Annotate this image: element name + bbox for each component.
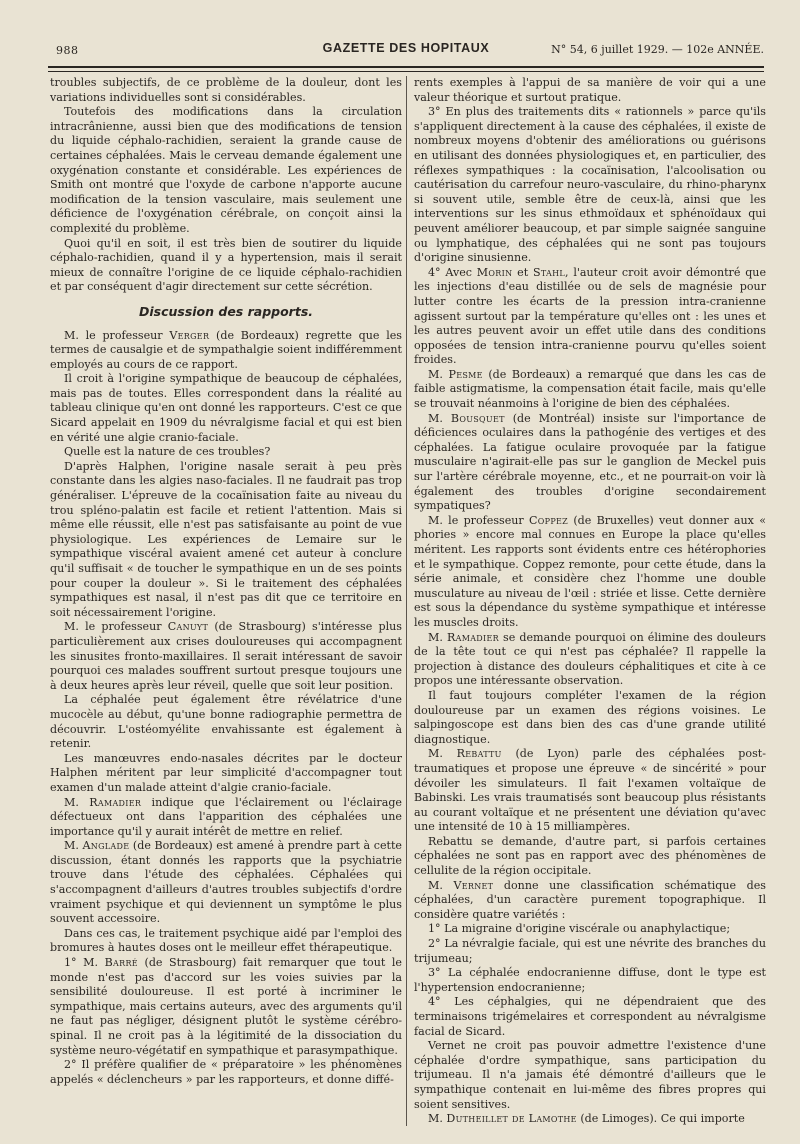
paragraph: M. le professeur Verger (de Bordeaux) regrette que les termes de causalgie et de sympathalgie soient indifféremment employés au cours de ce rapport. (50, 328, 402, 371)
paragraph: D'après Halphen, l'origine nasale serait à peu près constante dans les algies naso-faciales. Il ne faudrait pas trop généraliser. L'épreuve de la cocaïnisation faite au niveau du trou spléno-palatin est facile et retient l'attention. Mais si même elle réussit, elle n'est pas satisfaisante au point de vue physiologique. Les expériences de Lemaire sur le sympathique viscéral avaient amené cet auteur à conclure qu'il suffisait « de toucher le sympathique en un de ses points pour couper la douleur ». Si le traitement des céphalées sympathiques est nasal, il n'est pas dit que ce territoire en soit nécessairement l'origine. (50, 459, 402, 619)
author-name: Stahl (532, 265, 566, 279)
header-rule-thin (48, 71, 764, 72)
paragraph: Rebattu se demande, d'autre part, si parfois certaines céphalées ne sont pas en rapport avec des phénomènes de cellulite de la région occipitale. (414, 834, 766, 878)
author-name: Morin (476, 265, 513, 279)
right-column (414, 76, 766, 1127)
paragraph: 3° En plus des traitements dits « rationnels » parce qu'ils s'appliquent directement à la cause des céphalées, il existe de nombreux moyens d'obtenir des améliorations ou guérisons en utilisant des données physiologiques et, en particulier, des réflexes sympathiques : la cocaïnisation, l'alcoolisation ou cautérisation du carrefour neuro-vasculaire, du rhino-pharynx si souvent utile, semble être de ceux-là, ainsi que les interventions sur les sinus ethmoïdaux et sphénoïdaux qui peuvent améliorer beaucoup, et par simple saignée sanguine ou lymphatique, des céphalées qui ne sont pas toujours d'origine sinusienne. (414, 105, 766, 265)
author-name: Ramadier (446, 630, 499, 644)
author-name: Rebattu (456, 747, 502, 761)
paragraph: Les manœuvres endo-nasales décrites par le docteur Halphen méritent par leur simplicité d'accompagner tout examen d'un malade atteint d'algie cranio-faciale. (50, 751, 402, 794)
author-name: Pesme (448, 367, 483, 381)
list-item: 2° La névralgie faciale, qui est une névrite des branches du trijumeau; (414, 937, 766, 965)
list-item: 3° La céphalée endocranienne diffuse, dont le type est l'hypertension endocranienne; (414, 966, 766, 994)
list-item: 1° La migraine d'origine viscérale ou anaphylactique; (428, 922, 731, 936)
paragraph: M. Rebattu (de Lyon) parle des céphalées post-traumatiques et propose une épreuve « de sincérité » pour dévoiler les simulateurs. Il fait l'examen voltaïque de Babinski. Les vrais traumatisés sont beaucoup plus résistants au courant voltaïque et ne présentent une déviation qu'avec une intensité de 10 à 15 milliampères. (414, 747, 766, 834)
paragraph: Vernet ne croit pas pouvoir admettre l'existence d'une céphalée d'ordre sympathique, sans participation du trijumeau. Il n'a jamais été démontré d'ailleurs que le sympathique contenait en lui-même des fibres propres qui soient sensitives. (414, 1039, 766, 1111)
journal-title: GAZETTE DES HOPITAUX (322, 41, 490, 55)
paragraph: rents exemples à l'appui de sa manière de voir qui a une valeur théorique et surtout pratique. (414, 76, 766, 104)
paragraph: M. Pesme (de Bordeaux) a remarqué que dans les cas de faible astigmatisme, la compensation était facile, mais qu'elle se trouvait néanmoins à l'origine de bien des céphalées. (414, 367, 767, 411)
column-divider (406, 76, 407, 1126)
section-title: Discussion des rapports. (138, 303, 314, 319)
paragraph: Dans ces cas, le traitement psychique aidé par l'emploi des bromures à hautes doses ont le meilleur effet thérapeutique. (50, 926, 402, 955)
paragraph: Quoi qu'il en soit, il est très bien de soutirer du liquide céphalo-rachidien, quand il y a hypertension, mais il serait mieux de connaître l'origine de ce liquide céphalo-rachidien et par conséquent d'agir directement sur cette sécrétion. (50, 236, 402, 294)
left-column (50, 76, 402, 1087)
author-name: Canuyt (167, 620, 209, 634)
paragraph: troubles subjectifs, de ce problème de la douleur, dont les variations individuelles sont si considérables. (50, 76, 402, 104)
paragraph: 1° M. Barré (de Strasbourg) fait remarquer que tout le monde n'est pas d'accord sur les voies suivies par la sensibilité douloureuse. Il est porté à incriminer le sympathique, mais certains auteurs, avec des arguments qu'il ne faut pas négliger, désignent plutôt le système cérébro-spinal. Il ne croit pas à la légitimité de la dissociation du système neuro-végétatif en sympathique et parasympathique. (50, 956, 402, 1057)
author-name: Ramadier (89, 795, 142, 809)
paragraph: M. Anglade (de Bordeaux) est amené à prendre part à cette discussion, étant donnés les rapports que la psychiatrie trouve dans l'étude des céphalées. Céphalées qui s'accompagnent d'ailleurs d'autres troubles subjectifs d'ordre vraiment psychique et qui deviennent un symptôme le plus souvent accessoire. (50, 839, 402, 926)
paragraph: 2° Il préfère qualifier de « préparatoire » les phénomènes appelés « déclencheurs » par les rapporteurs, et donne diffé- (50, 1058, 402, 1086)
author-name: Verger (169, 328, 210, 342)
paragraph: Quelle est la nature de ces troubles? (64, 445, 271, 459)
author-name: Vernet (453, 878, 494, 892)
page-number: 988 (56, 44, 79, 57)
paragraph: 4° Avec Morin et Stahl, l'auteur croit avoir démontré que les injections d'eau distillée ou de sels de magnésie pour lutter contre les écarts de la pression intra-cranienne agissent surtout par la température qu'elles ont : les unes et les autres peuvent avoir un effet utile dans des conditions opposées de tension intra-cranienne pourvu qu'elles soient froides. (414, 265, 767, 367)
paragraph: M. Ramadier indique que l'éclairement ou l'éclairage défectueux ont dans l'apparition des céphalées une importance qu'il y aurait intérêt de mettre en relief. (50, 795, 402, 838)
page-header (48, 38, 764, 60)
author-name: Barré (104, 956, 138, 970)
author-name: Coppez (529, 513, 569, 527)
paragraph: La céphalée peut également être révélatrice d'une mucocèle au début, qu'une bonne radiographie permettra de découvrir. L'ostéomyélite envahissante est également à retenir. (50, 693, 402, 751)
author-name: Bousquet (450, 411, 505, 425)
paragraph: Il faut toujours compléter l'examen de la région douloureuse par un examen des régions voisines. Le salpingoscope est dans bien des cas d'une grande utilité diagnostique. (414, 688, 766, 746)
paragraph: M. le professeur Coppez (de Bruxelles) veut donner aux « phories » encore mal connues en Europe la place qu'elles méritent. Les rapports sont évidents entre ces hétérophories et le sympathique. Coppez remonte, pour cette étude, dans la série animale, et considère chez l'homme une double musculature au niveau de l'œil : striée et lisse. Cette dernière est sous la dépendance du système sympathique et intéresse les muscles droits. (414, 513, 767, 629)
paragraph: Toutefois des modifications dans la circulation intracrânienne, aussi bien que des modifications de tension du liquide céphalo-rachidien, seraient la grande cause de certaines céphalées. Mais le cerveau demande également une oxygénation constante et considérable. Les expériences de Smith ont montré que l'oxyde de carbone n'apporte aucune modification de la tension vasculaire, mais seulement une déficience de l'oxygénation cérébrale, on conçoit ainsi la complexité du problème. (50, 105, 402, 235)
paragraph: M. Ramadier se demande pourquoi on élimine des douleurs de la tête tout ce qui n'est pas céphalée? Il rappelle la projection à distance des douleurs céphalitiques et cite à ce propos une intéressante observation. (414, 630, 766, 688)
paragraph: M. Dutheillet de Lamothe (de Limoges). Ce qui importe (428, 1112, 745, 1126)
author-name: Dutheillet de Lamothe (446, 1112, 577, 1126)
paragraph: M. Bousquet (de Montréal) insiste sur l'importance de déficiences oculaires dans la pathogénie des vertiges et des céphalées. La fatigue oculaire provoquée par la fatigue musculaire n'agirait-elle pas sur le ganglion de Meckel puis sur l'artère cérébrale moyenne, etc., et ne pourrait-on voir là également des troubles d'origine secondairement sympatiques? (414, 411, 766, 513)
author-name: Anglade (82, 839, 130, 853)
paragraph: M. Vernet donne une classification schématique des céphalées, d'un caractère purement topographique. Il considère quatre variétés : (414, 878, 766, 921)
header-rule (48, 66, 764, 68)
list-item: 4° Les céphalgies, qui ne dépendraient que des terminaisons trigémelaires et correspondent au névralgisme facial de Sicard. (414, 995, 766, 1038)
paragraph: M. le professeur Canuyt (de Strasbourg) s'intéresse plus particulièrement aux crises douloureuses qui accompagnent les sinusites fronto-maxillaires. Il serait intéressant de savoir pourquoi ces malades souffrent surtout presque toujours une à deux heures après leur réveil, quelle que soit leur position. (50, 620, 402, 692)
issue-date: N° 54, 6 juillet 1929. — 102e ANNÉE. (551, 43, 764, 56)
paragraph: Il croit à l'origine sympathique de beaucoup de céphalées, mais pas de toutes. Elles correspondent dans la réalité au tableau clinique qu'en ont donné les rapporteurs. C'est ce que Sicard appelait en 1909 du névralgisme facial et qui est bien en vérité une algie cranio-faciale. (50, 372, 402, 444)
